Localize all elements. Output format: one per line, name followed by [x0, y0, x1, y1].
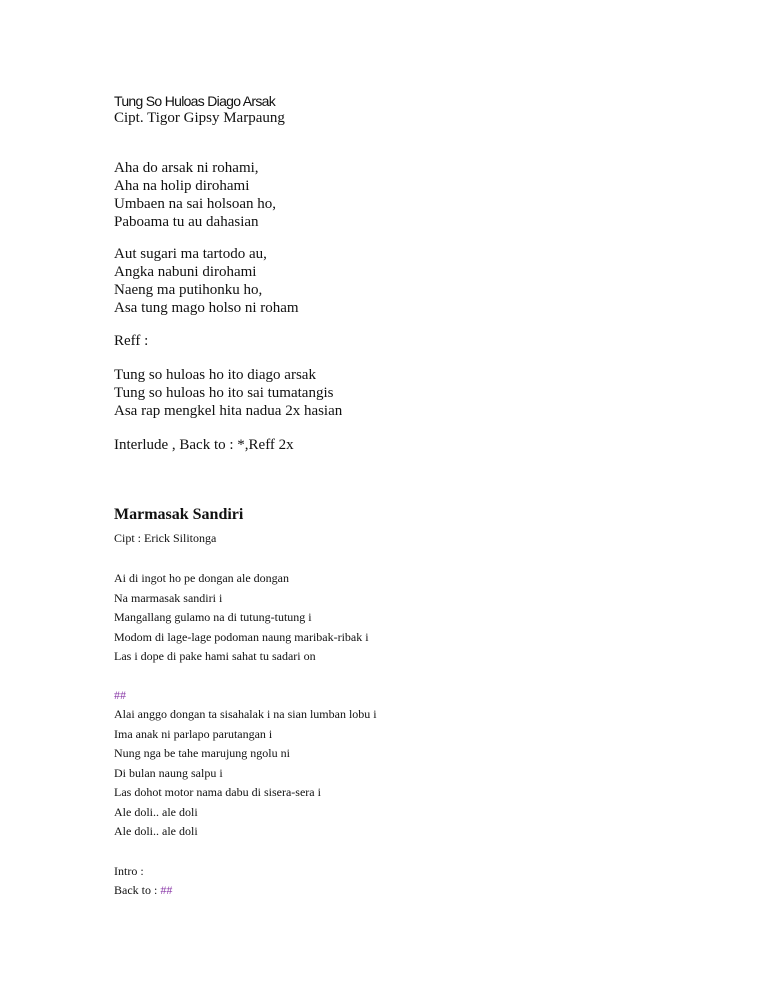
song2-verse2-line: Alai anggo dongan ta sisahalak i na sian lumban lobu i — [114, 707, 377, 721]
song2-verse1-line: Ai di ingot ho pe dongan ale dongan — [114, 571, 289, 585]
song1-verse2-line: Aut sugari ma tartodo au, — [114, 246, 267, 262]
song1-reff-line: Asa rap mengkel hita nadua 2x hasian — [114, 403, 343, 419]
song2-verse1-line: Modom di lage-lage podoman naung maribak-ribak i — [114, 630, 369, 644]
song2-back-to-label: Back to : — [114, 883, 161, 897]
song1-reff-line: Tung so huloas ho ito diago arsak — [114, 367, 316, 383]
song1-reff-label: Reff : — [114, 333, 149, 349]
song1-reff-line: Tung so huloas ho ito sai tumatangis — [114, 385, 334, 401]
song2-verse2-line: Ale doli.. ale doli — [114, 805, 198, 819]
song1-verse2-line: Asa tung mago holso ni roham — [114, 300, 299, 316]
song2-verse2-line: Ale doli.. ale doli — [114, 824, 198, 838]
song2-verse1-line: Mangallang gulamo na di tutung-tutung i — [114, 610, 312, 624]
song1-title: Tung So Huloas Diago Arsak — [114, 93, 276, 109]
song2-back-to-marker: ## — [160, 883, 173, 897]
song2-marker: ## — [114, 688, 126, 702]
song2-composer: Cipt : Erick Silitonga — [114, 531, 217, 545]
song2-verse2-line: Las dohot motor nama dabu di sisera-sera i — [114, 785, 321, 799]
song2-verse2-line: Nung nga be tahe marujung ngolu ni — [114, 746, 290, 760]
song2-intro: Intro : — [114, 864, 144, 878]
song1-verse1-line: Aha do arsak ni rohami, — [114, 160, 259, 176]
song1-interlude: Interlude , Back to : *,Reff 2x — [114, 437, 294, 453]
song1-composer: Cipt. Tigor Gipsy Marpaung — [114, 110, 285, 126]
song2-title: Marmasak Sandiri — [114, 506, 244, 523]
song1-verse2-line: Naeng ma putihonku ho, — [114, 282, 263, 298]
song2-verse1-line: Na marmasak sandiri i — [114, 591, 223, 605]
song1-verse1-line: Paboama tu au dahasian — [114, 214, 259, 230]
song2-back-to — [114, 883, 172, 898]
song1-verse1-line: Umbaen na sai holsoan ho, — [114, 196, 277, 212]
song1-verse2-line: Angka nabuni dirohami — [114, 264, 257, 280]
song2-verse2-line: Ima anak ni parlapo parutangan i — [114, 727, 273, 741]
song1-verse1-line: Aha na holip dirohami — [114, 178, 250, 194]
song2-verse1-line: Las i dope di pake hami sahat tu sadari on — [114, 649, 316, 663]
song2-verse2-line: Di bulan naung salpu i — [114, 766, 223, 780]
